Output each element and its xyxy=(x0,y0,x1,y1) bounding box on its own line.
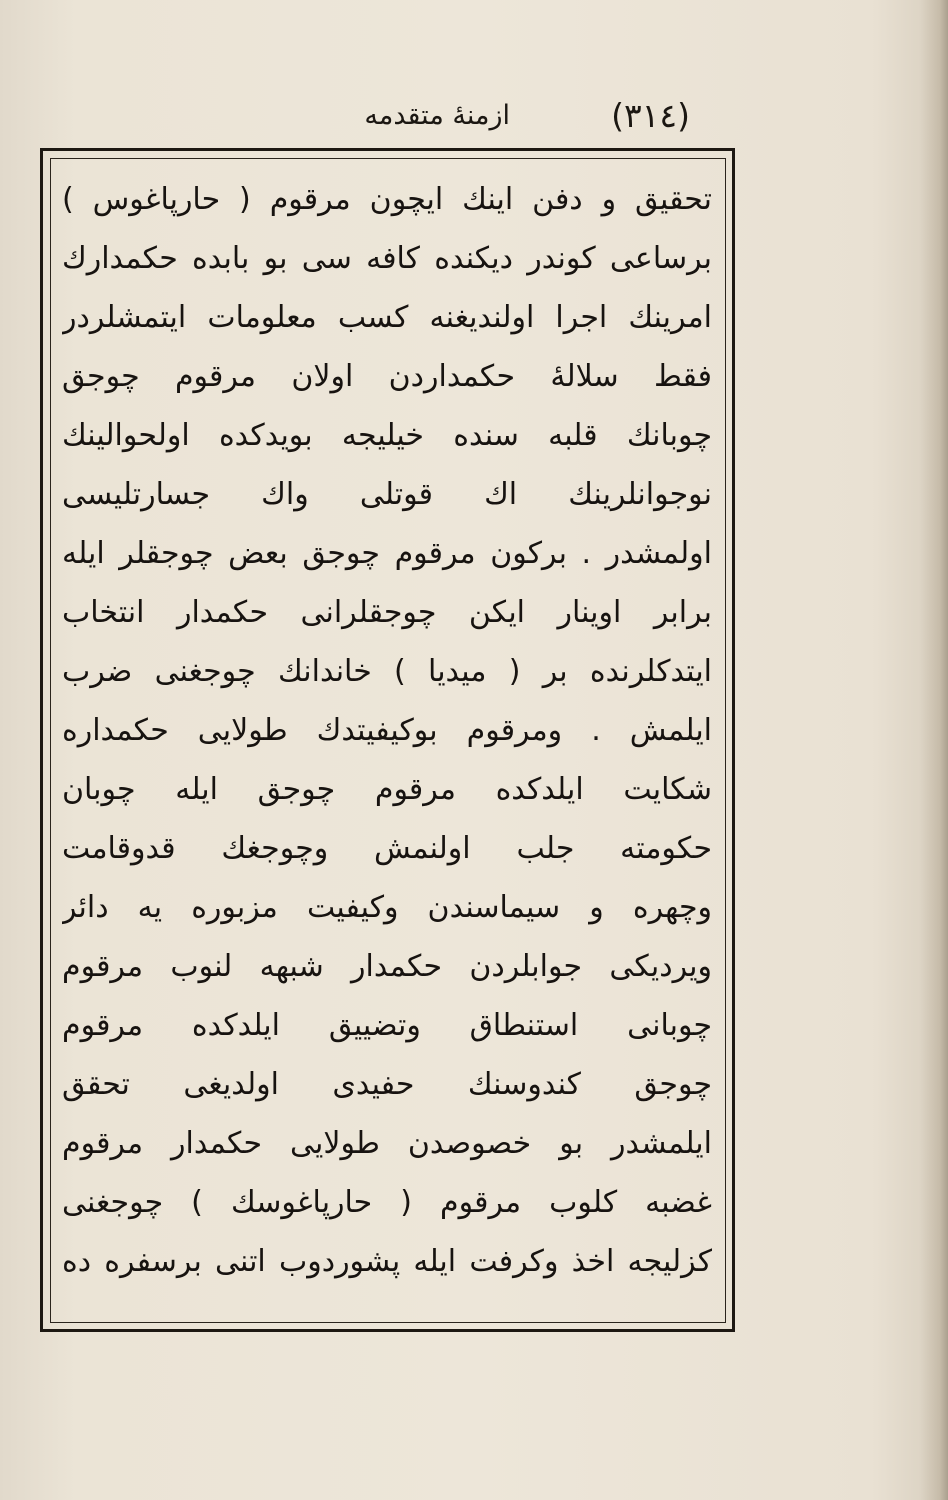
running-head xyxy=(300,96,700,156)
text-line: شکایت ایلدکده مرقوم چوجق ایله چوبان xyxy=(62,772,712,807)
text-line: ایلمش . ومرقوم بوکیفیتدك طولایی حکمداره xyxy=(62,713,712,748)
text-line: برابر اوینار ایکن چوجقلرانی حکمدار انتخاب xyxy=(62,595,712,630)
text-line: اولمشدر . برکون مرقوم چوجق بعض چوجقلر ایله xyxy=(62,536,712,571)
text-line: تحقیق و دفن اینك ایچون مرقوم ( حارپاغوس ) xyxy=(62,182,712,217)
text-line: کزلیجه اخذ وکرفت ایله پشوردوب اتنی برسفره ده xyxy=(62,1244,712,1279)
text-line: وچهره و سیماسندن وکیفیت مزبوره یه دائر xyxy=(62,890,712,925)
text-line: ایلمشدر بو خصوصدن طولایی حکمدار مرقوم xyxy=(62,1126,712,1161)
page-number: (٣١٤) xyxy=(611,96,690,135)
text-line: چوجق کندوسنك حفیدی اولدیغی تحقق xyxy=(62,1067,712,1102)
text-line: حکومته جلب اولنمش وچوجغك قدوقامت xyxy=(62,831,712,866)
text-line: نوجوانلرینك اك قوتلی واك جسارتلیسی xyxy=(62,477,712,512)
text-line: برساعی کوندر دیکنده کافه سی بو بابده حکمدارك xyxy=(62,241,712,276)
text-line: ویردیکی جوابلردن حکمدار شبهه لنوب مرقوم xyxy=(62,949,712,984)
body-text xyxy=(62,180,712,1310)
text-line: چوبانك قلبه سنده خیلیجه بویدکده اولحوالینك xyxy=(62,418,712,453)
text-line: فقط سلالهٔ حکمداردن اولان مرقوم چوجق xyxy=(62,359,712,394)
text-line: ایتدکلرنده بر ( میدیا ) خاندانك چوجغنی ضرب xyxy=(62,654,712,689)
text-line: غضبه کلوب مرقوم ( حارپاغوسك ) چوجغنی xyxy=(62,1185,712,1220)
running-title: ازمنهٔ متقدمه xyxy=(364,100,510,131)
text-line: چوبانی استنطاق وتضییق ایلدکده مرقوم xyxy=(62,1008,712,1043)
text-line: امرینك اجرا اولندیغنه کسب معلومات ایتمشلردر xyxy=(62,300,712,335)
page-spine-shadow xyxy=(920,0,948,1500)
